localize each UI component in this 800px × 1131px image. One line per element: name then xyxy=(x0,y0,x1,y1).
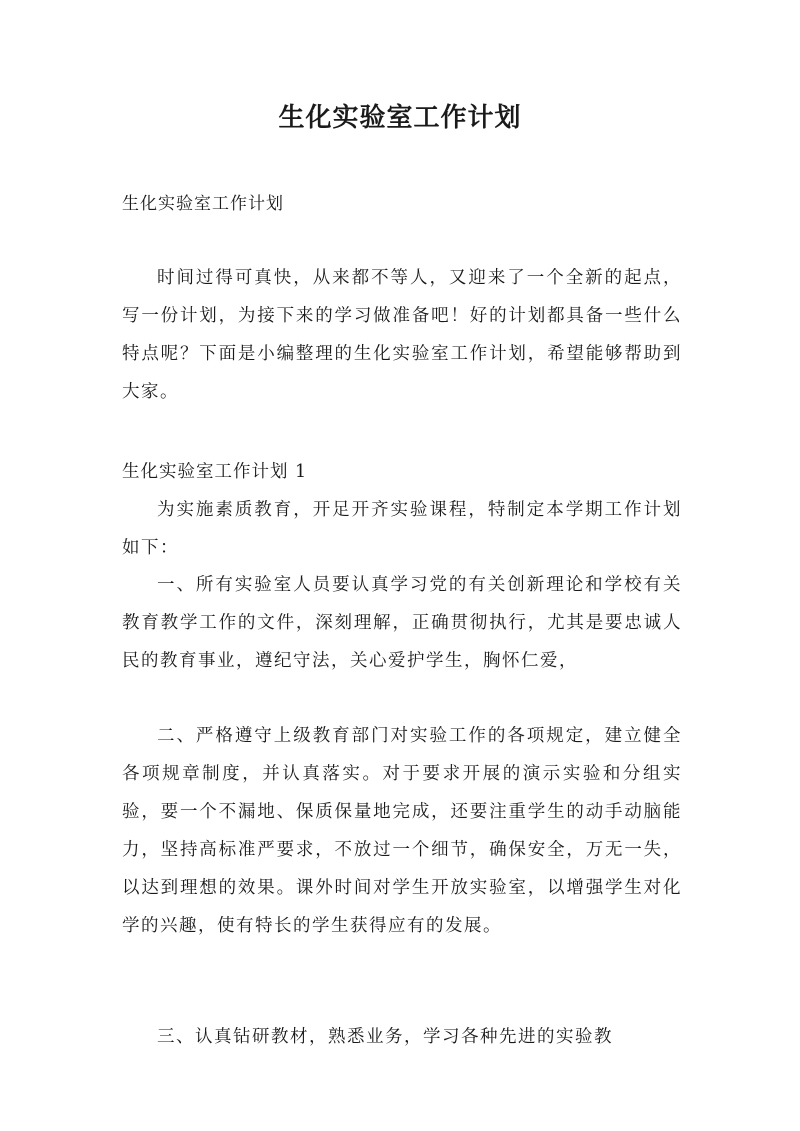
document-title: 生化实验室工作计划 xyxy=(278,103,522,133)
body-paragraph-2: 一、所有实验室人员要认真学习党的有关创新理论和学校有关教育教学工作的文件，深刻理解，正确贯彻执行，尤其是要忠诚人民的教育事业，遵纪守法，关心爱护学生，胸怀仁爱， xyxy=(122,575,682,671)
body-paragraph-4: 三、认真钻研教材，熟悉业务，学习各种先进的实验教 xyxy=(157,1027,613,1047)
document-subtitle: 生化实验室工作计划 xyxy=(122,194,284,214)
section-heading: 生化实验室工作计划 1 xyxy=(122,462,308,482)
intro-paragraph: 时间过得可真快，从来都不等人，又迎来了一个全新的起点，写一份计划，为接下来的学习做准备吧！好的计划都具备一些什么特点呢？下面是小编整理的生化实验室工作计划，希望能够帮助到大家。 xyxy=(122,268,682,402)
body-paragraph-3: 二、严格遵守上级教育部门对实验工作的各项规定，建立健全各项规章制度，并认真落实。对于要求开展的演示实验和分组实验，要一个不漏地、保质保量地完成，还要注重学生的动手动脑能力，坚持高标准严要求，不放过一个细节，确保安全，万无一失，以达到理想的效果。课外时间对学生开放实验室，以增强学生对化学的兴趣，使有特长的学生获得应有的发展。 xyxy=(122,726,682,936)
body-paragraph-1: 为实施素质教育，开足开齐实验课程，特制定本学期工作计划如下： xyxy=(122,500,682,558)
